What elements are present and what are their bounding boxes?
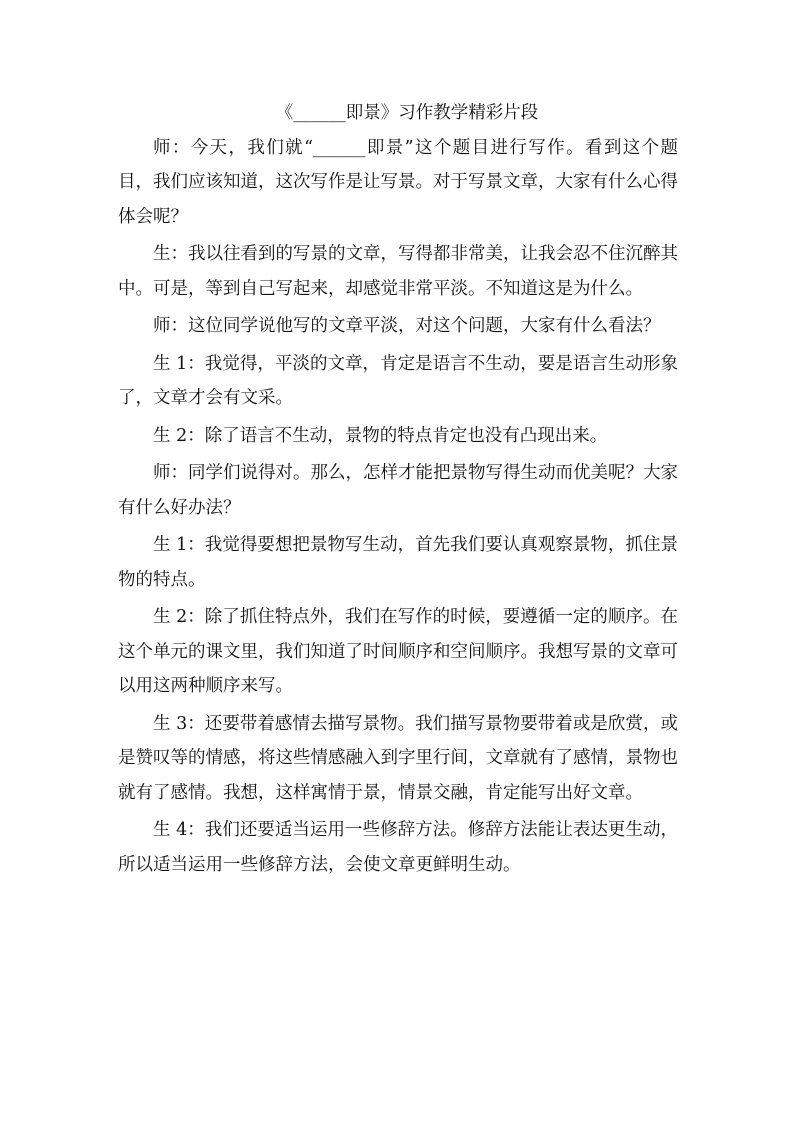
- paragraph-student-experience: 生：我以往看到的写景的文章，写得都非常美，让我会忍不住沉醉其中。可是，等到自己写起来，却感觉非常平淡。不知道这是为什么。: [118, 244, 678, 299]
- paragraph-student2-features: 生 2：除了语言不生动，景物的特点肯定也没有凸现出来。: [153, 425, 608, 446]
- paragraph-student1-observe: 生 1：我觉得要想把景物写生动，首先我们要认真观察景物，抓住景物的特点。: [118, 535, 678, 590]
- paragraph-teacher-method: 师：同学们说得对。那么，怎样才能把景物写得生动而优美呢？大家有什么好办法？: [118, 463, 678, 518]
- document-body: [118, 96, 678, 885]
- paragraph-student1-language: 生 1：我觉得，平淡的文章，肯定是语言不生动，要是语言生动形象了，文章才会有文采。: [118, 353, 678, 408]
- paragraph-teacher-intro: 师：今天，我们就“______即景”这个题目进行写作。看到这个题目，我们应该知道，这次写作是让写景。对于写景文章，大家有什么心得体会呢？: [118, 137, 678, 227]
- document-title: 《______即景》习作教学精彩片段: [275, 103, 539, 123]
- paragraph-teacher-question: 师：这位同学说他写的文章平淡，对这个问题，大家有什么看法？: [153, 316, 661, 336]
- paragraph-student4-rhetoric: 生 4：我们还要适当运用一些修辞方法。修辞方法能让表达更生动，所以适当运用一些修辞方法，会使文章更鲜明生动。: [118, 820, 678, 875]
- paragraph-student2-order: 生 2：除了抓住特点外，我们在写作的时候，要遵循一定的顺序。在这个单元的课文里，我们知道了时间顺序和空间顺序。我想写景的文章可以用这两种顺序来写。: [118, 607, 678, 696]
- paragraph-student3-emotion: 生 3：还要带着感情去描写景物。我们描写景物要带着或是欣赏，或是赞叹等的情感，将这些情感融入到字里行间，文章就有了感情，景物也就有了感情。我想，这样寓情于景，情景交融，肯定能写出好文章。: [118, 713, 678, 803]
